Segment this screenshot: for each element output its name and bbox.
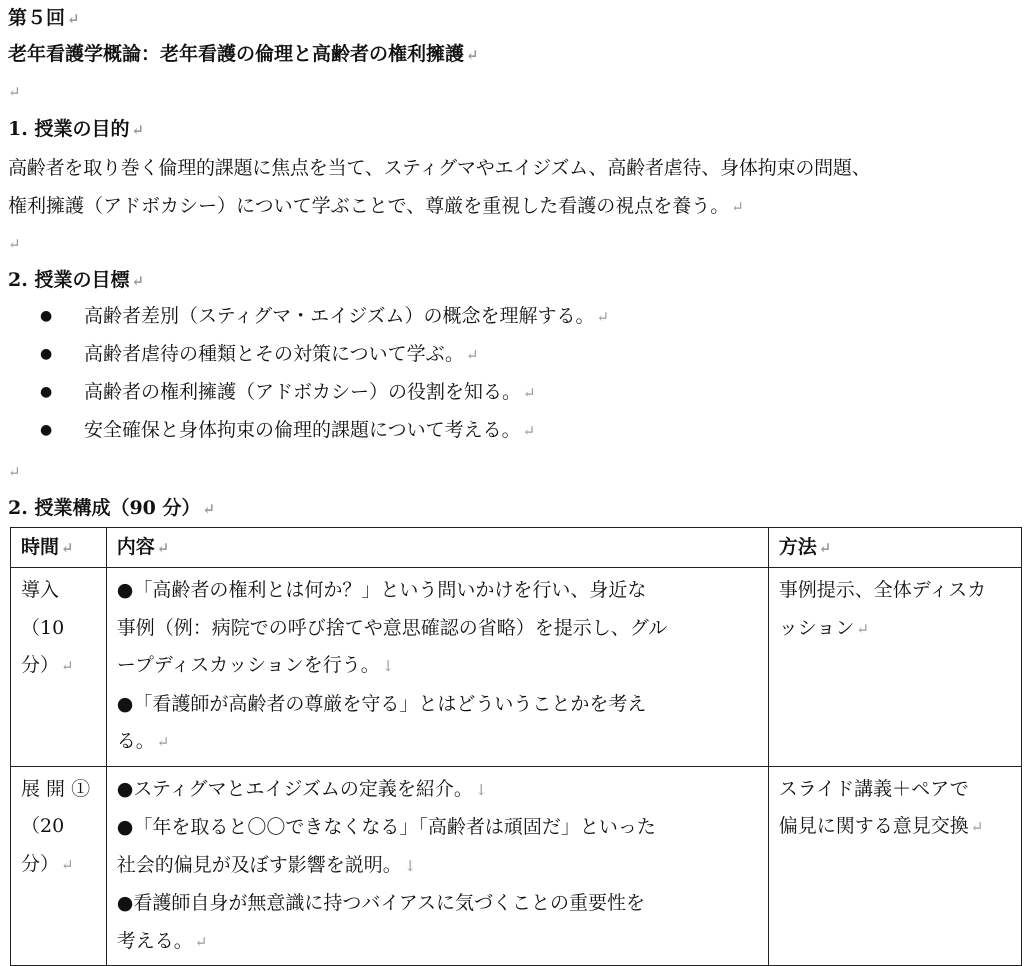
lesson-structure-table [10, 527, 1022, 966]
paragraph-mark-icon: ↵ [67, 10, 80, 28]
paragraph-mark-icon: ↵ [131, 272, 145, 290]
line-break-mark-icon: ↓ [474, 780, 488, 799]
empty-paragraph: ↵ [8, 463, 21, 481]
header-content: 内容 ↵ [106, 528, 768, 568]
table-row [11, 568, 1022, 767]
header-method: 方法 ↵ [768, 528, 1021, 568]
cell-time: 展 開 ① （20 分） ↵ [11, 766, 107, 966]
section-heading-purpose: 1. 授業の目的 ↵ [8, 118, 145, 140]
paragraph-mark-icon: ↵ [466, 346, 479, 364]
bullet-icon: ● [40, 422, 53, 438]
session-number: 第５回 ↵ [8, 7, 80, 29]
cell-content: ●「高齢者の権利とは何か？」という問いかけを行い、身近な 事例（例：病院での呼び捨てや意思確認の省略）を提示し、グル ープディスカッションを行う。 ↓ ●「看護師が高齢者の尊厳を守る」とはどういうことかを考え る。 ↵ [106, 568, 768, 767]
cell-time: 導入（10 分） ↵ [11, 568, 107, 767]
paragraph-mark-icon: ↵ [202, 500, 216, 518]
document-page: 第５回 ↵ 老年看護学概論：老年看護の倫理と高齢者の権利擁護 ↵ ↵ 1. 授業の目的 ↵ 高齢者を取り巻く倫理的課題に焦点を当て、スティグマやエイジズム、高齢者虐待、身体拘束の問題、 権利擁護（アドボカシー）について学ぶことで、尊厳を重視した看護の視点を養う。 ↵ ↵ 2. 授業の目標 ↵ ● 高齢者差別（スティグマ・エイジズム）の概念を理解する。 ↵ ● 高齢者虐待の種類とその対策について学ぶ。 ↵ ● 高齢者の権利擁護（アドボカシー）の役割を知る。 ↵ ● 安全確保と身体拘束の倫理的課題について考える。 ↵ ↵ 2. 授業構成（90 分） ↵ 時間 ↵ 内容 ↵ 方法 ↵ 導入（10 分） ↵ ●「高齢者の権利とは何か？」という問いかけを行い、身近な 事例（例：病院での呼び捨てや意思確認の省略）を提示し、グル ープディスカッションを行う。 ↓ ●「看護師が高齢者の尊厳を守る」とはどういうことかを考え る。 ↵ 事例提示、全体ディスカ ッション ↵ 展 開 ① （20 分） ↵ ●スティグマとエイジズムの定義を紹介。 ↓ ●「年を取ると〇〇できなくなる」「高齢者は頑固だ」といった 社会的偏見が及ぼす影響を説明。 ↓ ●看護師自身が無意識に持つバイアスに気づくことの重要性を 考える。 ↵ スライド講義＋ペアで 偏見に関する意見交換 ↵ [0, 0, 1024, 947]
purpose-text-line1: 高齢者を取り巻く倫理的課題に焦点を当て、スティグマやエイジズム、高齢者虐待、身体拘束の問題、 [8, 157, 871, 179]
purpose-text-line2: 権利擁護（アドボカシー）について学ぶことで、尊厳を重視した看護の視点を養う。 ↵ [8, 195, 744, 217]
line-break-mark-icon: ↓ [381, 657, 395, 675]
cell-method: スライド講義＋ペアで 偏見に関する意見交換 ↵ [768, 766, 1021, 966]
empty-paragraph: ↵ [8, 235, 21, 253]
paragraph-mark-icon: ↵ [596, 308, 610, 326]
empty-paragraph: ↵ [8, 83, 21, 101]
paragraph-mark-icon: ↵ [522, 422, 536, 440]
bullet-icon: ● [40, 346, 53, 362]
bullet-icon: ● [40, 384, 53, 400]
header-time: 時間 ↵ [11, 528, 107, 568]
paragraph-mark-icon: ↵ [731, 198, 744, 216]
section-heading-goals: 2. 授業の目標 ↵ [8, 269, 145, 291]
table-row [11, 766, 1022, 966]
paragraph-mark-icon: ↵ [131, 121, 145, 139]
section-heading-structure: 2. 授業構成（90 分） ↵ [8, 497, 216, 519]
lecture-title: 老年看護学概論：老年看護の倫理と高齢者の権利擁護 ↵ [8, 43, 479, 65]
line-break-mark-icon: ↓ [403, 856, 417, 875]
paragraph-mark-icon: ↵ [523, 384, 536, 402]
bullet-icon: ● [40, 308, 53, 324]
cell-method: 事例提示、全体ディスカ ッション ↵ [768, 568, 1021, 767]
table-header-row [11, 528, 1022, 568]
cell-content: ●スティグマとエイジズムの定義を紹介。 ↓ ●「年を取ると〇〇できなくなる」「高齢者は頑固だ」といった 社会的偏見が及ぼす影響を説明。 ↓ ●看護師自身が無意識に持つバイアスに気づくことの重要性を 考える。 ↵ [106, 766, 768, 966]
paragraph-mark-icon: ↵ [466, 46, 479, 64]
